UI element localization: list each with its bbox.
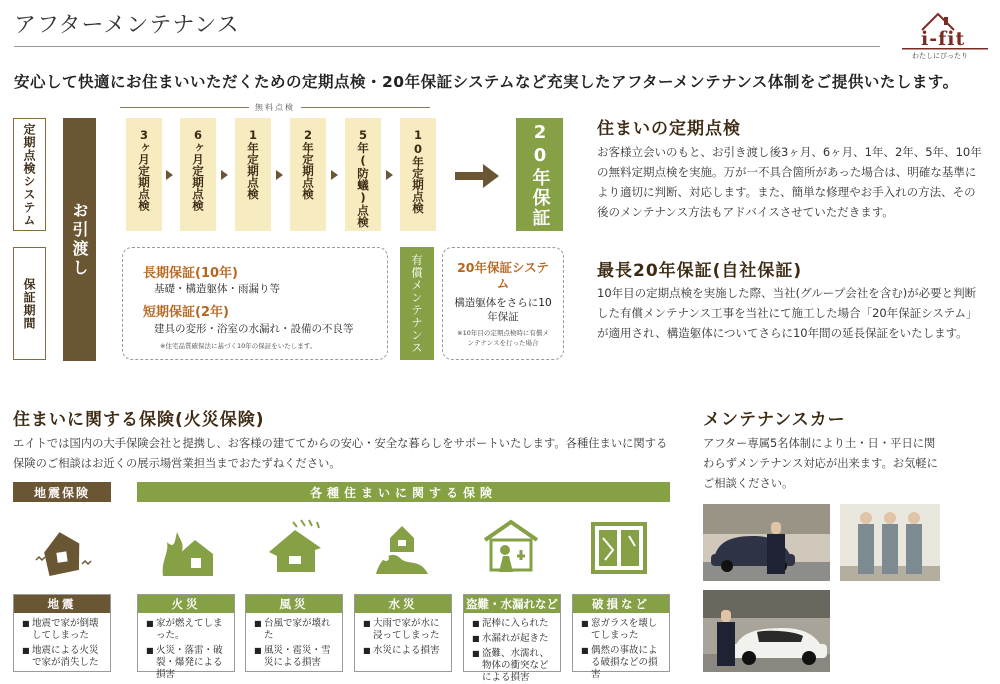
card-item: ■ 盗難、水濡れ、物体の衝突などによる損害 <box>472 648 556 684</box>
card-item: ■ 台風で家が壊れた <box>254 618 338 642</box>
arrow-right-icon <box>166 170 173 180</box>
twenty-year-text: 20年保証 <box>529 121 551 228</box>
card-item: ■ 火災・落雷・破裂・爆発による損害 <box>146 645 230 681</box>
twenty-system-note: ※10年目の定期点検時に有償メンテナンスを行った場合 <box>457 329 549 347</box>
card-title: 風災 <box>246 595 342 613</box>
long-warranty-title: 長期保証(10年) <box>143 266 238 281</box>
house-fire-icon <box>157 520 217 580</box>
maintenance-car-photo-2 <box>703 590 830 672</box>
handover-text: お引渡し <box>70 201 89 278</box>
card-item: ■ 大雨で家が水に浸ってしまった <box>363 618 447 642</box>
card-item: ■ 風災・雹災・雪災による損害 <box>254 645 338 669</box>
twenty-system-body: 構造躯体をさらに10年保証 <box>454 297 552 323</box>
insurance-card-theft <box>463 594 561 683</box>
short-warranty-title: 短期保証(2年) <box>143 305 229 320</box>
maintenance-car-photo-1 <box>703 504 830 581</box>
insurance-card-fire <box>137 594 235 680</box>
warranty-heading: 最長20年保証(自社保証) <box>597 261 803 281</box>
paid-maintenance-text: 有償メンテナンス <box>410 253 424 354</box>
arrow-right-icon <box>276 170 283 180</box>
staff-photo <box>840 504 940 581</box>
long-warranty-body: 基礎・構造躯体・雨漏り等 <box>154 283 280 295</box>
card-item: ■ 偶然の事故による破損などの損害 <box>581 645 665 681</box>
card-item: ■ 地震で家が倒壊してしまった <box>22 618 106 642</box>
maintenance-car-body: アフター専属5名体制により土・日・平日に関わらずメンテナンス対応が出来ます。お気軽にご相談ください。 <box>703 437 938 490</box>
free-inspection-text: 無料点検 <box>255 102 295 112</box>
inspection-10y-text: 10年定期点検 <box>411 128 425 214</box>
lead-text: 安心して快適にお住まいいただくための定期点検・20年保証システムなど充実したアフターメンテナンス体制をご提供いたします。 <box>14 73 959 91</box>
arrow-right-icon <box>331 170 338 180</box>
handover-bar <box>63 118 96 361</box>
insurance-card-wind <box>245 594 343 672</box>
insurance-card-earthquake <box>13 594 111 672</box>
warranty-period-label <box>13 247 46 360</box>
inspection-10y <box>400 118 436 231</box>
logo-subtitle: わたしにぴったり <box>912 52 968 60</box>
inspection-5y <box>345 118 381 231</box>
card-item: ■ 地震による火災で家が消失した <box>22 645 106 669</box>
title-divider <box>14 46 880 47</box>
card-item: ■ 水漏れが起きた <box>472 633 556 645</box>
short-warranty-body: 建具の変形・浴室の水漏れ・設備の不良等 <box>154 323 354 335</box>
inspection-6m-text: 6ヶ月定期点検 <box>191 128 205 211</box>
maintenance-car-heading: メンテナンスカー <box>703 410 846 430</box>
broken-window-icon <box>589 518 649 578</box>
logo-text: i-fit <box>921 28 966 50</box>
page-title: アフターメンテナンス <box>14 13 240 38</box>
card-item: ■ 水災による損害 <box>363 645 447 657</box>
collapsed-house-icon <box>32 520 92 580</box>
inspection-heading: 住まいの定期点検 <box>597 119 741 139</box>
inspection-1y-text: 1年定期点検 <box>246 128 260 200</box>
card-item: ■ 家が燃えてしまった。 <box>146 618 230 642</box>
flood-house-icon <box>372 518 432 578</box>
inspection-3m <box>126 118 162 231</box>
insurance-card-flood <box>354 594 452 672</box>
inspection-3m-text: 3ヶ月定期点検 <box>137 128 151 211</box>
inspection-1y <box>235 118 271 231</box>
insurance-heading: 住まいに関する保険(火災保険) <box>13 410 265 430</box>
warranty-note: ※住宅品質確保法に基づく10年の保証をいたします。 <box>160 342 317 350</box>
card-title: 破損など <box>573 595 669 613</box>
card-title: 火災 <box>138 595 234 613</box>
free-inspection-label <box>120 101 430 113</box>
twenty-system-title: 20年保証システム <box>457 260 549 291</box>
inspection-system-text: 定期点検システム <box>22 122 36 227</box>
general-insurance-bar: 各種住まいに関する保険 <box>137 482 670 502</box>
inspection-6m <box>180 118 216 231</box>
storm-house-icon <box>265 516 325 576</box>
warranty-period-text: 保証期間 <box>22 277 36 330</box>
warranty-body: 10年目の定期点検を実施した際、当社(グループ会社を含む)が必要と判断した有償メンテナンス工事を当社にて施工した場合「20年保証システム」が適用され、構造躯体についてさらに10年間の延長保証をいたします。 <box>597 286 978 340</box>
arrow-right-icon <box>386 170 393 180</box>
twenty-year-warranty-box <box>516 118 563 231</box>
inspection-2y-text: 2年定期点検 <box>301 128 315 200</box>
inspection-2y <box>290 118 326 231</box>
inspection-body: お客様立会いのもと、お引き渡し後3ヶ月、6ヶ月、1年、2年、5年、10年の無料定期点検を実施。万が一不具合箇所があった場合は、明確な基準により適切に判断、対応します。また、簡単な修理やお手入れの方法、その後のメンテナンス方法もアドバイスさせていただきます。 <box>597 145 982 219</box>
card-title: 水災 <box>355 595 451 613</box>
card-item: ■ 泥棒に入られた <box>472 618 556 630</box>
card-title: 地震 <box>14 595 110 613</box>
theft-house-icon <box>481 516 541 576</box>
paid-maintenance-box <box>400 247 434 360</box>
inspection-system-label <box>13 118 46 231</box>
insurance-card-damage <box>572 594 670 680</box>
earthquake-insurance-bar: 地震保険 <box>13 482 111 502</box>
inspection-5y-text: 5年(防蟻)点検 <box>356 128 370 228</box>
insurance-body: エイトでは国内の大手保険会社と提携し、お客様の建ててからの安心・安全な暮らしをサポートいたします。各種住まいに関する保険のご相談はお近くの展示場営業担当までおたずねください。 <box>13 437 668 470</box>
card-item: ■ 窓ガラスを壊してしまった <box>581 618 665 642</box>
big-arrow-right-icon <box>455 161 500 191</box>
card-title: 盗難・水漏れなど <box>466 597 558 611</box>
arrow-right-icon <box>221 170 228 180</box>
